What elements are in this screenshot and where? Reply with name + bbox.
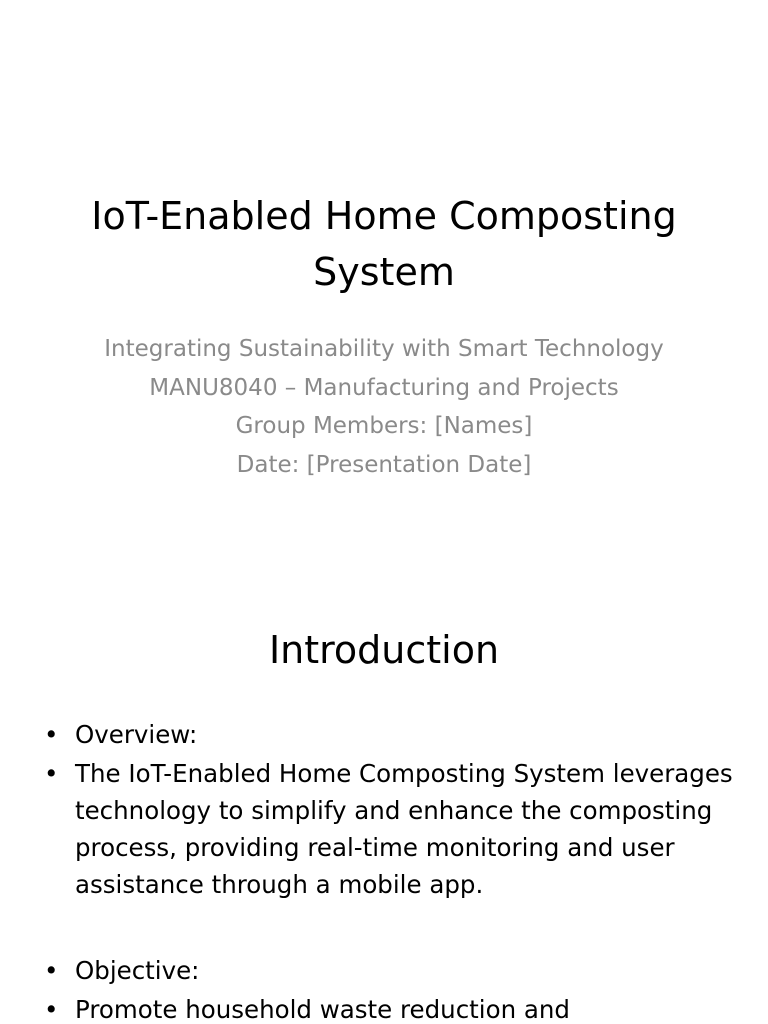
bullet-text: Objective: [75, 956, 200, 985]
bullet-icon: • [44, 995, 59, 1024]
bullet-item [44, 952, 734, 989]
bullet-text: Overview: [75, 720, 198, 749]
slide-title: IoT-Enabled Home Composting System [91, 194, 677, 294]
bullet-icon: • [44, 720, 59, 749]
bullet-list [44, 716, 734, 1024]
subtitle-line: Date: [Presentation Date] [236, 451, 532, 478]
bullet-icon: • [44, 956, 59, 985]
bullet-text: Promote household waste reduction and [75, 995, 570, 1024]
bullet-item [44, 755, 734, 903]
subtitle-line: Integrating Sustainability with Smart Technology [104, 336, 664, 362]
bullet-icon: • [44, 759, 59, 788]
slide-subtitle [60, 330, 708, 484]
slide-title: Introduction [268, 628, 500, 672]
bullet-item [44, 991, 734, 1024]
bullet-text: The IoT-Enabled Home Composting System leverages technology to simplify and enhance the composting process, providing real-time monitoring and user assistance through a mobile app. [75, 759, 733, 899]
bullet-item [44, 716, 734, 753]
subtitle-line: MANU8040 – Manufacturing and Projects [149, 374, 619, 401]
subtitle-line: Group Members: [Names] [235, 413, 533, 439]
introduction-slide [0, 576, 768, 1024]
